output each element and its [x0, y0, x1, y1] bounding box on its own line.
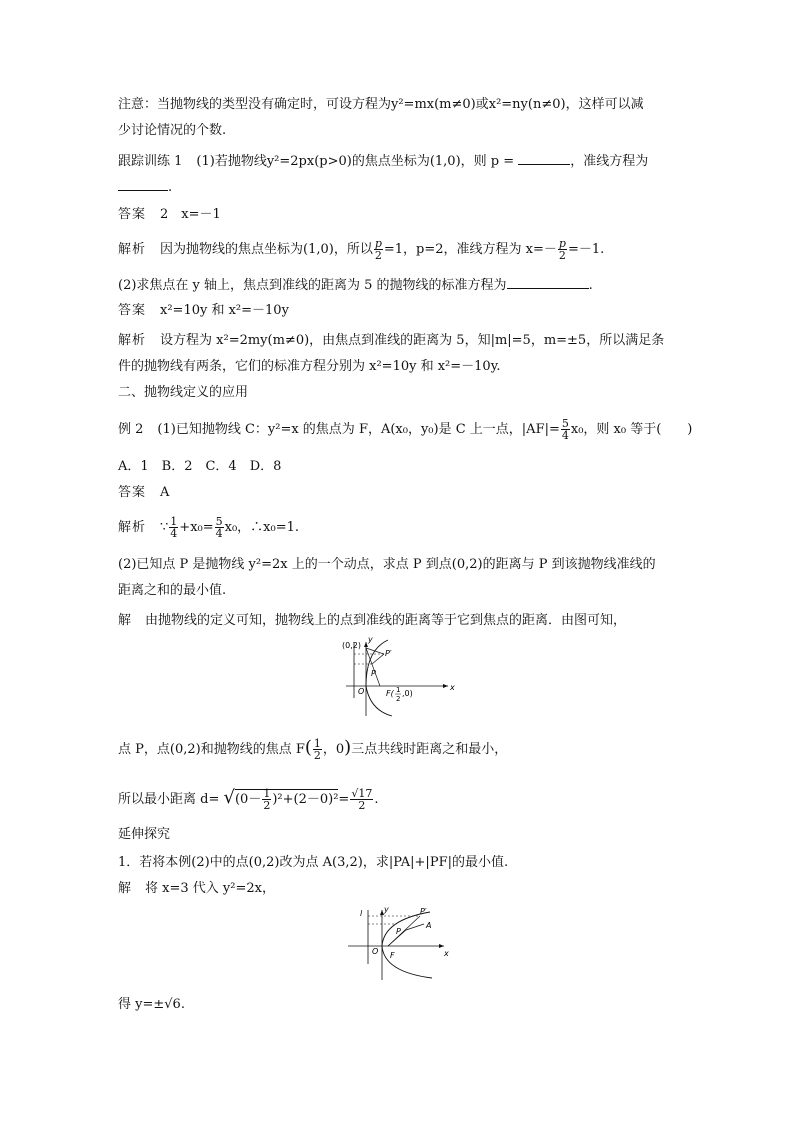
y-axis-label: y	[368, 636, 373, 644]
answer-blank	[518, 152, 570, 165]
focus-frac-den: 2	[396, 695, 401, 703]
example-2-question-2a: (2)已知点 P 是抛物线 y²=2x 上的一个动点，求点 P 到点(0,2)的距离与 P 到该抛物线准线的	[118, 557, 656, 572]
jie-line-1	[118, 612, 626, 630]
solution-line-2b: 件的抛物线有两条，它们的标准方程分别为 x²=10y 和 x²=－10y.	[118, 359, 501, 374]
sqrt-symbol: √	[223, 787, 235, 808]
period: .	[588, 278, 593, 293]
example-2-question-1	[118, 418, 692, 441]
p-prime-label: P′	[420, 907, 427, 916]
solution-line-3	[118, 516, 299, 539]
point-02-label: (0,2)	[342, 641, 361, 650]
jie-label: 解	[118, 881, 132, 896]
extend-question-1: 1．若将本例(2)中的点(0,2)改为点 A(3,2)，求|PA|+|PF|的最小值.	[118, 855, 509, 870]
solution-text: =－1.	[567, 242, 605, 257]
fraction-1-over-2: $\frac{1}{2}$	[313, 737, 321, 762]
fraction-sqrt17-over-2: $\frac{√17}{2}$	[351, 787, 373, 812]
track-q1-text-b: ，准线方程为	[570, 154, 649, 169]
extend-title: 延伸探究	[118, 827, 171, 842]
solution-line-1	[118, 238, 604, 261]
directrix-label: l	[360, 909, 363, 918]
parabola-figure-1	[330, 636, 460, 718]
focus-frac-num: 1	[396, 686, 401, 694]
answer-text: A	[160, 485, 170, 500]
paren-close: )	[344, 737, 352, 758]
x-axis-arrow	[439, 944, 444, 948]
example-2-options: A．1 B．2 C．4 D．8	[118, 459, 282, 474]
p-label: P	[396, 927, 401, 936]
jie-text: 将 x=3 代入 y²=2x，	[145, 881, 275, 896]
parabola-upper	[366, 640, 388, 686]
p-label: P	[371, 669, 376, 678]
example-2-question-2b: 距离之和的最小值.	[118, 583, 227, 598]
fraction-p-over-2: $\frac{p}{2}$	[374, 237, 382, 262]
answer-blank	[118, 178, 168, 191]
answer-text: x²=10y 和 x²=－10y	[160, 303, 289, 318]
min-distance-line	[118, 788, 378, 811]
solution-label: 解析	[118, 242, 147, 257]
answer-line-1	[118, 206, 221, 224]
section-2-title: 二、抛物线定义的应用	[118, 385, 249, 400]
solution-text: 设方程为 x²=2my(m≠0)，由焦点到准线的距离为 5，知|m|=5，m=±5，所以满足条	[160, 333, 665, 348]
track-question-1-end	[118, 178, 172, 197]
line-collinear: 点 P，点(0,2)和抛物线的焦点 F( $\frac{1}{2}$ ，0)三点共线时距离之和最小，	[118, 737, 508, 762]
origin-label: O	[372, 947, 379, 956]
line-to-p-prime	[366, 648, 384, 654]
answer-label: 答案	[118, 303, 147, 318]
solution-text: +x₀=	[179, 520, 214, 535]
solution-line-2a	[118, 332, 664, 350]
text: 所以最小距离 d=	[118, 792, 220, 807]
track-question-2	[118, 276, 593, 295]
focus-label: F	[390, 951, 395, 960]
jie-label: 解	[118, 613, 132, 628]
answer-line-2	[118, 302, 289, 320]
extend-jie-line	[118, 880, 275, 898]
jie-text: 由抛物线的定义可知，抛物线上的点到准线的距离等于它到焦点的距离．由图可知，	[145, 613, 627, 628]
parabola-figure-2	[340, 904, 452, 982]
solution-text: 因为抛物线的焦点坐标为(1,0)，所以	[160, 242, 373, 257]
question-text: x₀，则 x₀ 等于( )	[570, 422, 693, 437]
track-question-1	[118, 152, 648, 171]
x-axis-label: x	[444, 949, 449, 958]
fraction-1-over-4: $\frac{1}{4}$	[170, 515, 178, 540]
period: .	[168, 180, 173, 195]
focus-label: F(	[386, 689, 394, 698]
answer-label: 答案	[118, 207, 147, 222]
a-label: A	[426, 921, 432, 930]
solution-label: 解析	[118, 520, 147, 535]
solution-text: =1，p=2，准线方程为 x=－	[383, 242, 557, 257]
question-text: (1)已知抛物线 C：y²=x 的焦点为 F，A(x₀，y₀)是 C 上一点，|AF|=	[157, 422, 560, 437]
solution-text: x₀，∴x₀=1.	[224, 520, 300, 535]
track-q1-text: (1)若抛物线y²=2px(p>0)的焦点坐标为(1,0)，则 p =	[196, 154, 515, 169]
solution-label: 解析	[118, 333, 147, 348]
example-label: 例 2	[118, 422, 144, 437]
question-text: (2)求焦点在 y 轴上，焦点到准线的距离为 5 的抛物线的标准方程为	[118, 278, 507, 293]
note-line-2: 少讨论情况的个数.	[118, 123, 227, 138]
period: .	[374, 792, 379, 807]
answer-text: 2 x=－1	[160, 207, 221, 222]
track-label: 跟踪训练 1	[118, 154, 183, 169]
fraction-5-over-4: $\frac{5}{4}$	[561, 417, 569, 442]
focus-end: ,0)	[402, 689, 413, 698]
answer-blank	[507, 276, 589, 289]
x-axis-arrow	[443, 684, 448, 688]
y-axis-label: y	[384, 905, 389, 914]
p-prime-label: P′	[385, 649, 392, 658]
equals: =	[338, 792, 350, 807]
solution-text: ∵	[160, 520, 169, 535]
text: 点 P，点(0,2)和抛物线的焦点 F	[118, 742, 305, 757]
x-axis-label: x	[450, 683, 455, 692]
answer-line-3	[118, 484, 169, 502]
fraction-5-over-4: $\frac{5}{4}$	[215, 515, 223, 540]
paren-open: (	[304, 737, 312, 758]
answer-label: 答案	[118, 485, 147, 500]
note-line-1: 注意：当抛物线的类型没有确定时，可设方程为y²=mx(m≠0)或x²=ny(n≠0)，这样可以减	[118, 97, 644, 112]
extend-result: 得 y=±√6.	[118, 997, 185, 1012]
origin-label: O	[358, 687, 365, 696]
sqrt-radicand: (0－ $\frac{1}{2}$ )²+(2－0)²	[234, 787, 339, 812]
line-p-prime	[372, 654, 384, 664]
text: 三点共线时距离之和最小，	[351, 742, 508, 757]
fraction-p-over-2: $\frac{p}{2}$	[558, 237, 566, 262]
